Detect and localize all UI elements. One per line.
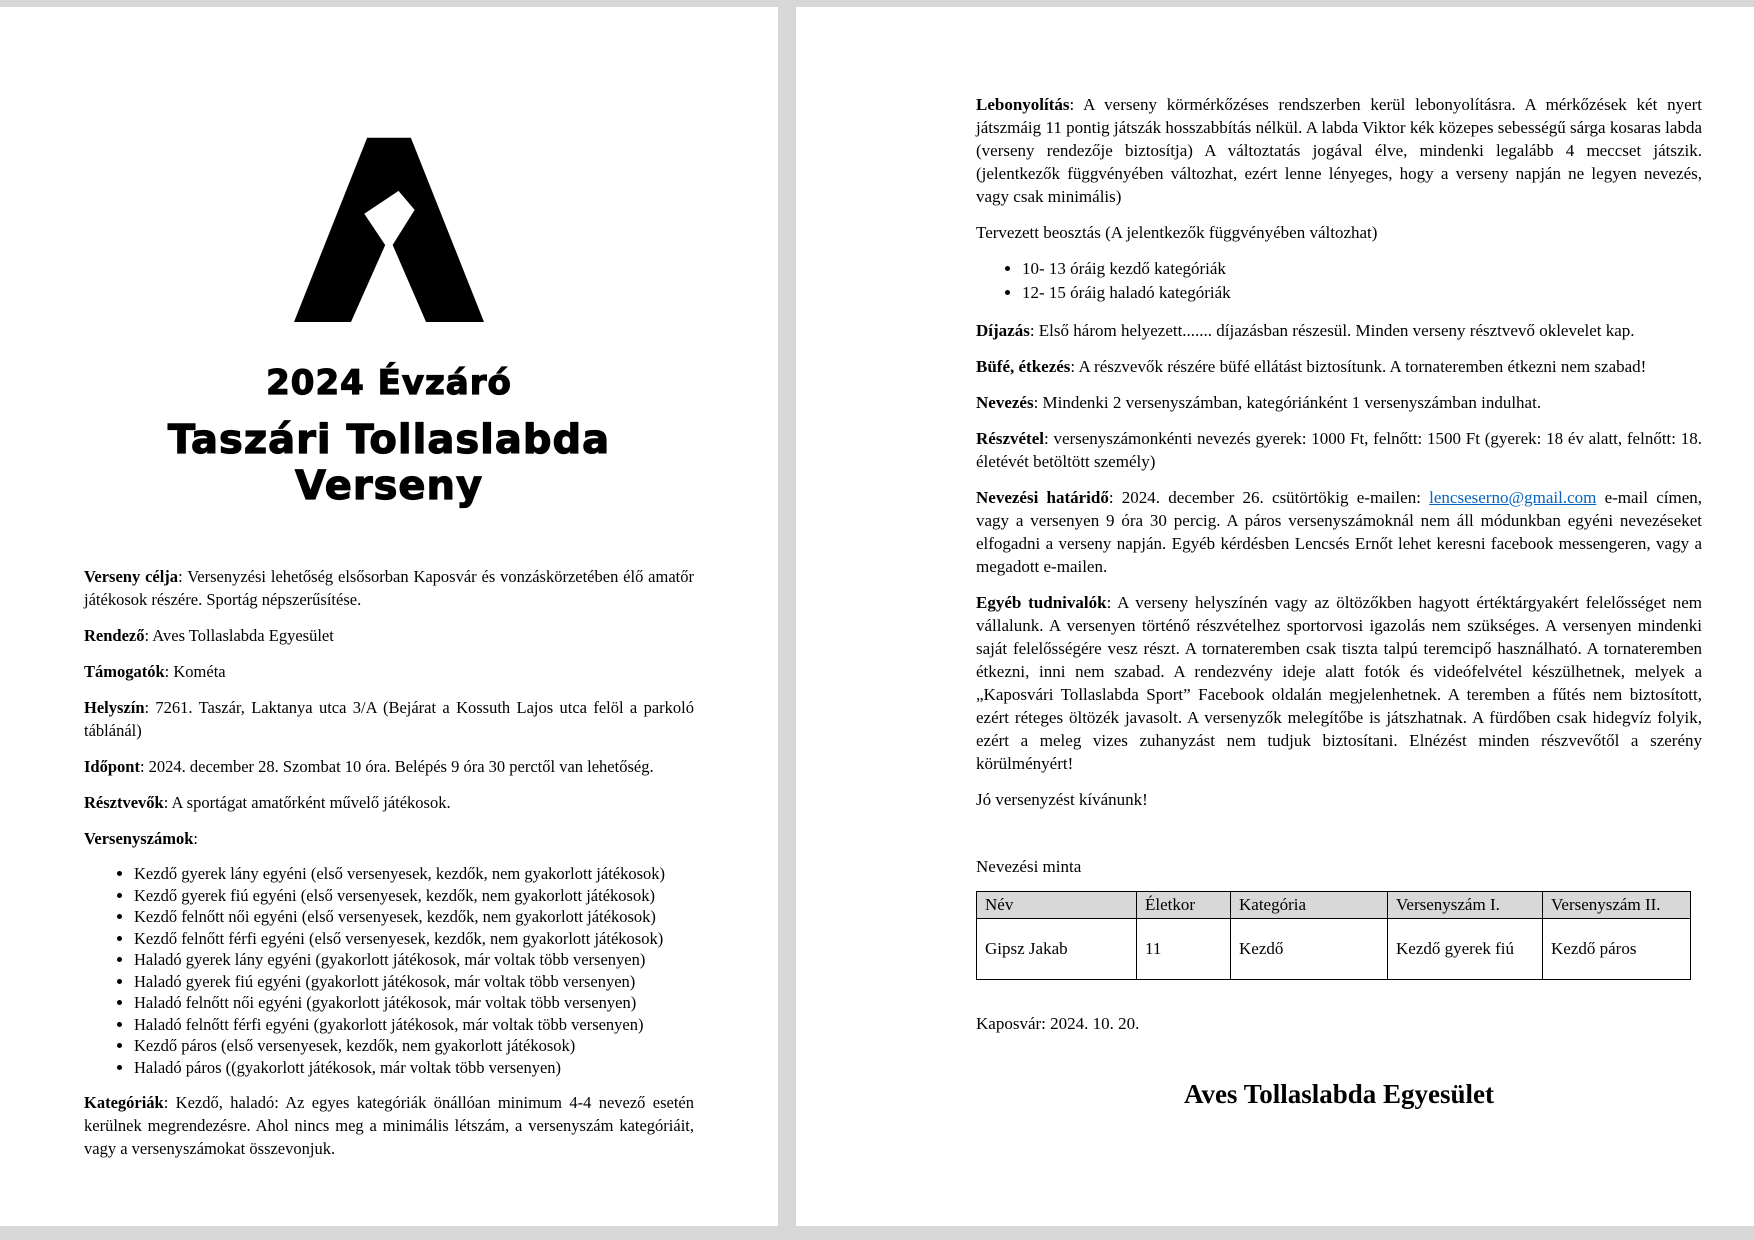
- para-text: : Versenyzési lehetőség elsősorban Kaposvár és vonzáskörzetében élő amatőr játékosok részére. Sportág népszerűsítése.: [84, 567, 694, 609]
- para-egyeb-tudnivalok: [976, 591, 1702, 775]
- para-text: e-mail címen, vagy a versenyen 9 óra 30 percig. A páros versenyszámoknál nem áll módunkban egyéni nevezéseket elfogadni a verseny napján. Egyéb kérdésben Lencsés Ernőt lehet keresni facebook messengeren, vagy a megadott e-mailen.: [976, 488, 1702, 576]
- para-label: Verseny célja: [84, 567, 179, 586]
- page-left-content: [0, 131, 778, 1160]
- para-helyszin: [84, 696, 694, 742]
- logo: [294, 131, 484, 323]
- para-label: Támogatók: [84, 662, 165, 681]
- event-item: • Haladó gyerek lány egyéni (gyakorlott játékosok, már voltak több versenyen): [134, 949, 694, 971]
- para-label: Versenyszámok: [84, 829, 194, 848]
- para-label: Nevezési határidő: [976, 488, 1109, 507]
- para-label: Rendező: [84, 626, 145, 645]
- event-item: • Kezdő gyerek fiú egyéni (első versenyesek, kezdők, nem gyakorlott játékosok): [134, 885, 694, 907]
- para-label: Nevezés: [976, 393, 1034, 412]
- para-idopont: [84, 755, 694, 778]
- para-kategoriak: [84, 1091, 694, 1160]
- table-header-cell: Életkor: [1137, 892, 1231, 919]
- table-cell: Kezdő gyerek fiú: [1388, 919, 1543, 980]
- para-label: Résztvevők: [84, 793, 164, 812]
- para-text: : Kométa: [164, 662, 226, 681]
- para-text: : 2024. december 26. csütörtökig e-mailen:: [1108, 488, 1430, 507]
- org-signature: Aves Tollaslabda Egyesület: [1183, 1079, 1495, 1109]
- event-item: • Haladó gyerek fiú egyéni (gyakorlott játékosok, már voltak több versenyen): [134, 971, 694, 993]
- para-text: : versenyszámonkénti nevezés gyerek: 1000 Ft, felnőtt: 1500 Ft (gyerek: 18 év alatt, felnőtt: 18. életévét betöltött személy): [976, 429, 1702, 471]
- table-cell: Gipsz Jakab: [977, 919, 1137, 980]
- event-item: • Kezdő felnőtt női egyéni (első versenyesek, kezdők, nem gyakorlott játékosok): [134, 906, 694, 928]
- entry-sample-table: [976, 891, 1691, 980]
- para-date-line: Kaposvár: 2024. 10. 20.: [976, 1014, 1140, 1033]
- para-text: : 2024. december 28. Szombat 10 óra. Belépés 9 óra 30 perctől van lehetőség.: [139, 757, 654, 776]
- page-right-content: [796, 7, 1754, 1110]
- para-nevezesi-hatarido: [976, 486, 1702, 578]
- events-bullet-list: [84, 863, 694, 1078]
- para-text: : Első három helyezett....... díjazásban részesül. Minden verseny résztvevő oklevelet kap.: [1029, 321, 1635, 340]
- para-text: :: [193, 829, 198, 848]
- table-cell: 11: [1137, 919, 1231, 980]
- table-header-cell: Név: [977, 892, 1137, 919]
- para-label: Lebonyolítás: [976, 95, 1070, 114]
- event-item: • Kezdő felnőtt férfi egyéni (első versenyesek, kezdők, nem gyakorlott játékosok): [134, 928, 694, 950]
- table-row: [977, 919, 1691, 980]
- para-text: : A sportágat amatőrként művelő játékosok.: [163, 793, 451, 812]
- event-item: • Haladó felnőtt női egyéni (gyakorlott játékosok, már voltak több versenyen): [134, 992, 694, 1014]
- para-nevezes: [976, 391, 1702, 414]
- para-resztvevok: [84, 791, 694, 814]
- entry-sample-label: Nevezési minta: [976, 857, 1082, 876]
- para-label: Egyéb tudnivalók: [976, 593, 1107, 612]
- table-header-row: [977, 892, 1691, 919]
- para-label: Kategóriák: [84, 1093, 164, 1112]
- page-left: [0, 7, 778, 1226]
- para-reszvetel: [976, 427, 1702, 473]
- para-lebonyolitas: [976, 93, 1702, 208]
- event-item: • Kezdő páros (első versenyesek, kezdők, nem gyakorlott játékosok): [134, 1035, 694, 1057]
- event-item: • Haladó felnőtt férfi egyéni (gyakorlott játékosok, már voltak több versenyen): [134, 1014, 694, 1036]
- schedule-item: • 10- 13 óráig kezdő kategóriák: [1022, 257, 1702, 281]
- event-item: • Kezdő gyerek lány egyéni (első versenyesek, kezdők, nem gyakorlott játékosok): [134, 863, 694, 885]
- para-text: : Aves Tollaslabda Egyesület: [144, 626, 334, 645]
- table-cell: Kezdő páros: [1543, 919, 1691, 980]
- para-text: : A részvevők részére büfé ellátást biztosítunk. A tornateremben étkezni nem szabad!: [1070, 357, 1647, 376]
- table-header-cell: Versenyszám I.: [1388, 892, 1543, 919]
- para-text: : A verseny körmérkőzéses rendszerben kerül lebonyolításra. A mérkőzések két nyert játszmáig 11 pontig játszák hosszabbítás nélkül. A labda Viktor kék közepes sebességű sárga kosaras labda (verseny rendezője biztosítja) A változtatás jogával élve, mindenki legalább 4 meccset játszik. (jelentkezők függvényében változhat, ezért lenne lényeges, hogy a verseny napján ne legyen nevezés, vagy csak minimális): [976, 95, 1702, 206]
- para-text: : Mindenki 2 versenyszámban, kategóriánként 1 versenyszámban indulhat.: [1033, 393, 1542, 412]
- para-closing: Jó versenyzést kívánunk!: [976, 790, 1148, 809]
- table-cell: Kezdő: [1231, 919, 1388, 980]
- para-label: Részvétel: [976, 429, 1044, 448]
- para-tamogatok: [84, 660, 694, 683]
- para-tervezett-beosztas: Tervezett beosztás (A jelentkezők függvényében változhat): [976, 223, 1378, 242]
- para-text: : 7261. Taszár, Laktanya utca 3/A (Bejárat a Kossuth Lajos utca felöl a parkoló táblánál): [84, 698, 694, 740]
- para-label: Díjazás: [976, 321, 1030, 340]
- email-link[interactable]: lencseserno@gmail.com: [1429, 488, 1597, 507]
- para-label: Büfé, étkezés: [976, 357, 1071, 376]
- para-label: Helyszín: [84, 698, 145, 717]
- para-dijazas: [976, 319, 1702, 342]
- schedule-bullet-list: [976, 257, 1702, 305]
- para-text: : Kezdő, haladó: Az egyes kategóriák önállóan minimum 4-4 nevező esetén kerülnek megrendezésre. Ahol nincs meg a minimális létszám, a versenyszám kategóriáit, vagy a versenyszámokat összevonjuk.: [84, 1093, 694, 1158]
- logo-a-icon: [294, 131, 484, 323]
- para-bufe-etkezes: [976, 355, 1702, 378]
- event-item: • Haladó páros ((gyakorlott játékosok, már voltak több versenyen): [134, 1057, 694, 1079]
- para-text: : A verseny helyszínén vagy az öltözőkben hagyott értéktárgyakért felelősséget nem vállalunk. A versenyen történő részvételhez sportorvosi igazolás nem szükséges. A versenyen mindenki saját felelősségére vesz részt. A tornateremben csak tiszta talpú teremcipő használható. A tornateremben étkezni, inni nem szabad. A rendezvény ideje alatt fotók és videófelvétel készülhetnek, melyek a „Kaposvári Tollaslabda Sport” Facebook oldalán megjelenhetnek. A teremben a fűtés nem biztosított, ezért réteges öltözék javasolt. A versenyzők melegítőbe is játszhatnak. A fürdőben csak hidegvíz folyik, ezért a meleg vizes zuhanyzást nem tudjuk biztosítani. Elnézést minden részvevőtől a szerény körülményért!: [976, 593, 1703, 773]
- para-rendezo: [84, 624, 694, 647]
- para-verseny-celja: [84, 565, 694, 611]
- table-header-cell: Kategória: [1231, 892, 1388, 919]
- para-label: Időpont: [84, 757, 140, 776]
- schedule-item: • 12- 15 óráig haladó kategóriák: [1022, 281, 1702, 305]
- table-header-cell: Versenyszám II.: [1543, 892, 1691, 919]
- para-versenyszamok-heading: [84, 827, 694, 850]
- doc-title-year: 2024 Évzáró: [266, 363, 512, 403]
- doc-title-main: Taszári Tollaslabda Verseny: [167, 417, 611, 509]
- page-right: [796, 7, 1754, 1226]
